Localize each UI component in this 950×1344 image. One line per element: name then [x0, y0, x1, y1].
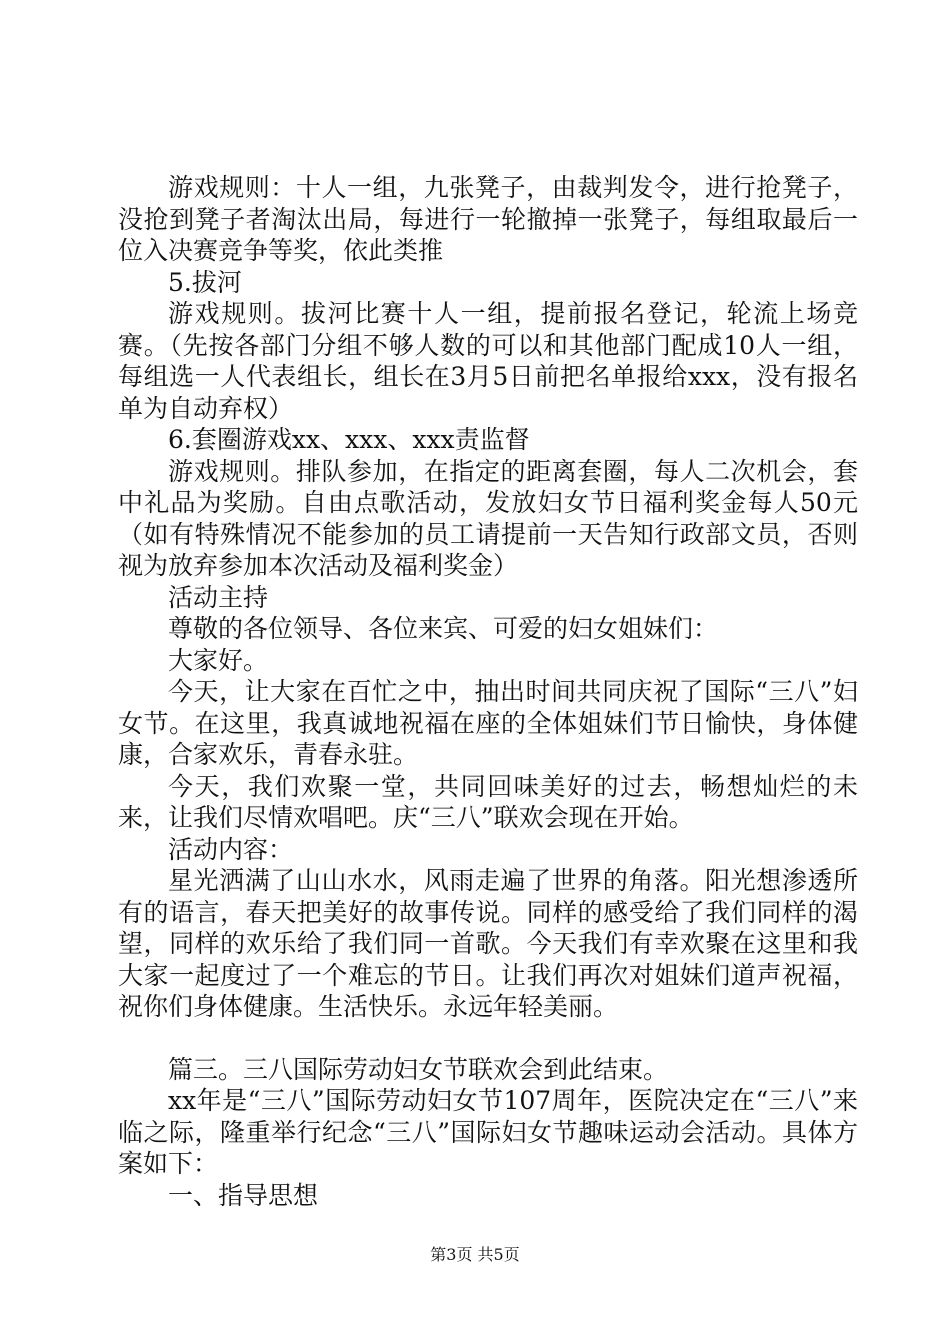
paragraph-chapter-three: 篇三。三八国际劳动妇女节联欢会到此结束。 — [168, 1054, 669, 1084]
paragraph-ring-toss-heading: 6.套圈游戏xx、xxx、xxx责监督 — [168, 425, 530, 454]
page-number-footer: 第3页 共5页 — [430, 1245, 520, 1264]
paragraph-activity-content-heading: 活动内容： — [168, 834, 294, 864]
paragraph-host-heading: 活动主持 — [168, 582, 269, 612]
paragraph-hospital-plan: xx年是“三八”国际劳动妇女节107周年，医院决定在“三八”来临之际，隆重举行纪念“三八”国际妇女节趣味运动会活动。具体方案如下： — [118, 1086, 858, 1178]
paragraph-today-gather: 今天，我们欢聚一堂，共同回味美好的过去，畅想灿烂的未来，让我们尽情欢唱吧。庆“三八”联欢会现在开始。 — [118, 771, 858, 832]
paragraph-hello: 大家好。 — [168, 645, 269, 675]
paragraph-tug-of-war-rules: 游戏规则。拔河比赛十人一组，提前报名登记，轮流上场竞赛。（先按各部门分组不够人数的可以和其他部门配成10人一组，每组选一人代表组长，组长在3月5日前把名单报给xxx，没有报名单为自动弃权） — [118, 299, 858, 423]
paragraph-tug-of-war-heading: 5.拔河 — [168, 267, 242, 297]
paragraph-greeting: 尊敬的各位领导、各位来宾、可爱的妇女姐妹们： — [168, 614, 719, 643]
paragraph-today-celebrate: 今天，让大家在百忙之中，抽出时间共同庆祝了国际“三八”妇女节。在这里，我真诚地祝福在座的全体姐妹们节日愉快，身体健康，合家欢乐，青春永驻。 — [118, 677, 858, 769]
paragraph-game-rules-chairs: 游戏规则：十人一组，九张凳子，由裁判发令，进行抢凳子，没抢到凳子者淘汰出局，每进行一轮撤掉一张凳子，每组取最后一位入决赛竞争等奖，依此类推 — [118, 173, 858, 265]
document-body — [118, 172, 858, 1211]
paragraph-ring-toss-rules: 游戏规则。排队参加，在指定的距离套圈，每人二次机会，套中礼品为奖励。自由点歌活动，发放妇女节日福利奖金每人50元（如有特殊情况不能参加的员工请提前一天告知行政部文员，否则视为放弃参加本次活动及福利奖金） — [118, 456, 858, 580]
paragraph-spacer — [118, 1023, 858, 1054]
paragraph-guiding-ideology: 一、指导思想 — [168, 1180, 319, 1210]
paragraph-starlight: 星光洒满了山山水水，风雨走遍了世界的角落。阳光想渗透所有的语言，春天把美好的故事传说。同样的感受给了我们同样的渴望，同样的欢乐给了我们同一首歌。今天我们有幸欢聚在这里和我大家一起度过了一个难忘的节日。让我们再次对姐妹们道声祝福，祝你们身体健康。生活快乐。永远年轻美丽。 — [118, 866, 858, 1021]
